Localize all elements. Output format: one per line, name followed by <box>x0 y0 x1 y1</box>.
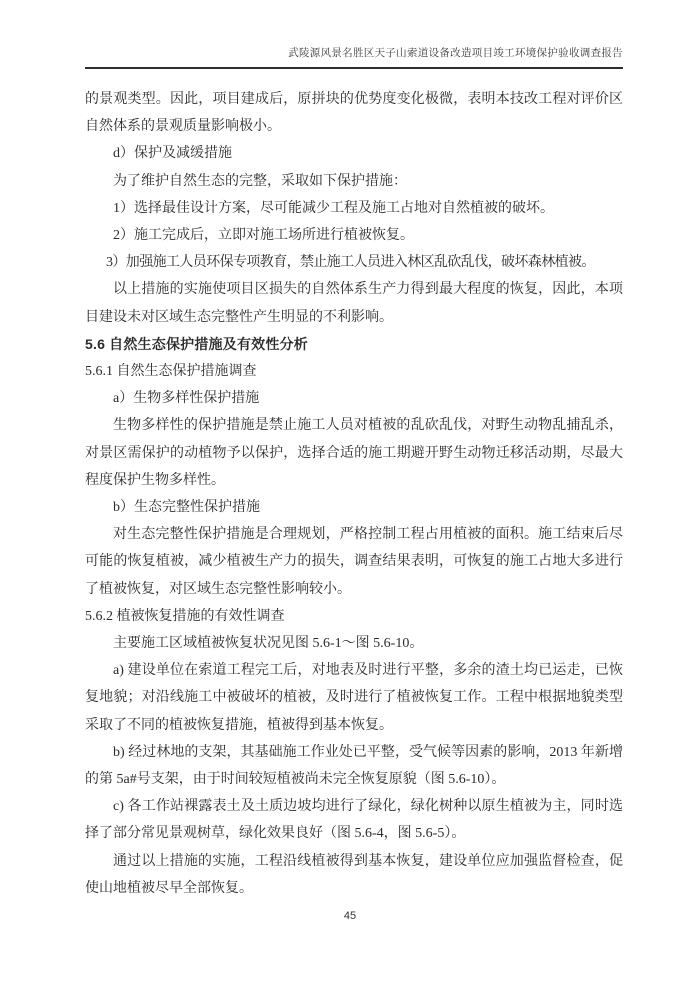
section-heading-5-6: 5.6 自然生态保护措施及有效性分析 <box>85 335 308 352</box>
paragraph-b-heading: b）生态完整性保护措施 <box>113 500 260 516</box>
paragraph-summary: 通过以上措施的实施，工程沿线植被得到基本恢复，建设单位应加强监督检查，促使山地植被尽早全部恢复。 <box>85 853 623 896</box>
paragraph-measures-intro: 为了维护自然生态的完整，采取如下保护措施： <box>113 173 407 189</box>
list-item-1: 1）选择最佳设计方案，尽可能减少工程及施工占地对自然植被的破坏。 <box>113 200 554 216</box>
page-body <box>85 86 623 902</box>
list-item-3: 3）加强施工人员环保专项教育，禁止施工人员进入林区乱砍乱伐，破坏森林植被。 <box>106 255 595 271</box>
paragraph-figures-ref: 主要施工区域植被恢复状况见图 5.6-1～图 5.6-10。 <box>113 636 424 652</box>
page-number: 45 <box>343 910 357 922</box>
paragraph-a-heading: a）生物多样性保护措施 <box>113 391 260 407</box>
subsection-heading-5-6-1: 5.6.1 自然生态保护措施调查 <box>85 364 257 380</box>
paragraph-d-heading: d）保护及减缓措施 <box>113 146 232 162</box>
paragraph-item-a: a) 建设单位在索道工程完工后，对地表及时进行平整，多余的渣土均已运走，已恢复地貌；对沿线施工中被破坏的植被，及时进行了植被恢复工作。工程中根据地貌类型采取了不同的植被恢复措施，植被得到基本恢复。 <box>85 663 623 733</box>
running-header-title: 武陵源风景名胜区天子山索道设备改造项目竣工环境保护验收调查报告 <box>85 45 623 69</box>
paragraph-item-b: b) 经过林地的支架，其基础施工作业处已平整，受气候等因素的影响，2013 年新增的第 5a#号支架，由于时间较短植被尚未完全恢复原貌（图 5.6-10）。 <box>85 744 623 788</box>
paragraph-biodiversity: 生物多样性的保护措施是禁止施工人员对植被的乱砍乱伐，对野生动物乱捕乱杀，对景区需保护的动植物予以保护，选择合适的施工期避开野生动物迁移活动期，尽最大程度保护生物多样性。 <box>85 418 623 488</box>
paragraph-item-c: c) 各工作站裸露表土及土质边坡均进行了绿化，绿化树种以原生植被为主，同时选择了部分常见景观树草，绿化效果良好（图 5.6-4，图 5.6-5）。 <box>85 799 623 842</box>
subsection-heading-5-6-2: 5.6.2 植被恢复措施的有效性调查 <box>85 608 285 624</box>
paragraph-conclusion: 以上措施的实施使项目区损失的自然体系生产力得到最大程度的恢复，因此，本项目建设未对区域生态完整性产生明显的不利影响。 <box>85 282 623 325</box>
paragraph-eco-integrity: 对生态完整性保护措施是合理规划，严格控制工程占用植被的面积。施工结束后尽可能的恢复植被，减少植被生产力的损失，调查结果表明，可恢复的施工占地大多进行了植被恢复，对区域生态完整性影响较小。 <box>85 527 623 597</box>
list-item-2: 2）施工完成后，立即对施工场所进行植被恢复。 <box>113 228 414 244</box>
paragraph-continuation: 的景观类型。因此，项目建成后，原拼块的优势度变化极微，表明本技改工程对评价区自然体系的景观质量影响极小。 <box>85 92 623 135</box>
